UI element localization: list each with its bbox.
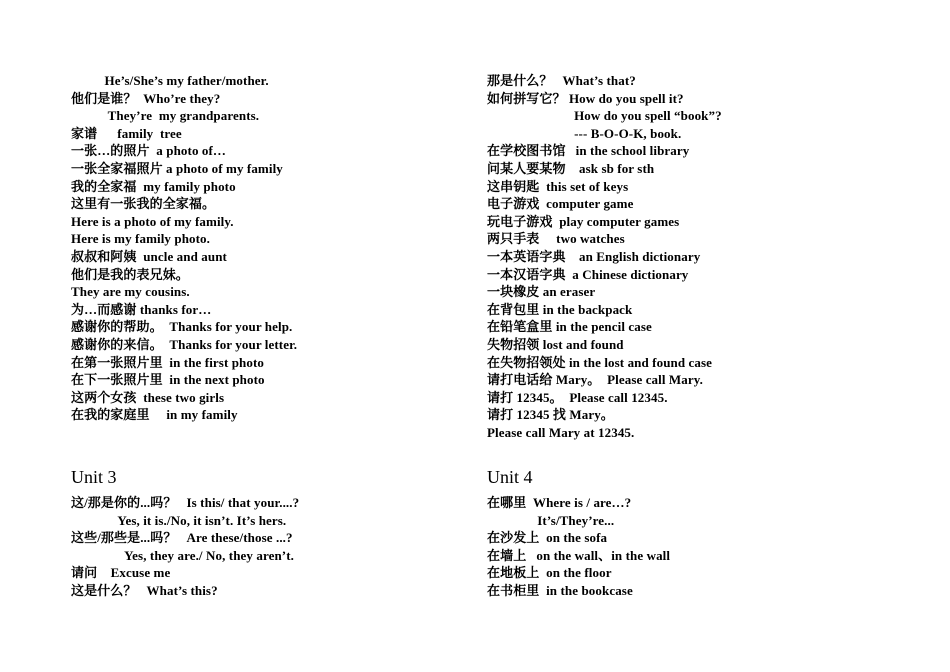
- text-line: 家谱 family tree: [71, 125, 182, 141]
- text-line: 为…而感谢 thanks for…: [71, 301, 212, 317]
- text-line: 失物招领 lost and found: [487, 336, 624, 352]
- text-line: 在沙发上 on the sofa: [487, 530, 608, 546]
- text-line: 这是什么？ What’s this?: [71, 582, 218, 598]
- text-line: 请打 12345。 Please call 12345.: [487, 389, 668, 405]
- left-column-top: [71, 72, 461, 424]
- text-line: 在下一张照片里 in the next photo: [71, 372, 265, 388]
- text-line: Yes, it is./No, it isn’t. It’s hers.: [71, 512, 287, 528]
- text-line: 一张全家福照片 a photo of my family: [71, 160, 283, 176]
- text-line: Here is my family photo.: [71, 231, 211, 247]
- text-line: 玩电子游戏 play computer games: [487, 213, 680, 229]
- text-line: 一张…的照片 a photo of…: [71, 143, 227, 159]
- text-line: It’s/They’re...: [487, 512, 615, 528]
- text-line: 这些/那些是...吗？ Are these/those ...?: [71, 530, 293, 546]
- text-line: 这串钥匙 this set of keys: [487, 178, 629, 194]
- text-line: 在书柜里 in the bookcase: [487, 582, 633, 598]
- text-line: 这/那是你的...吗？ Is this/ that your....?: [71, 495, 300, 510]
- text-line: 感谢你的来信。 Thanks for your letter.: [71, 336, 298, 352]
- text-line: 在哪里 Where is / are…?: [487, 495, 632, 510]
- text-line: 在铅笔盒里 in the pencil case: [487, 319, 652, 335]
- text-line: They are my cousins.: [71, 284, 190, 300]
- text-line: 如何拼写它？ How do you spell it?: [487, 90, 684, 106]
- unit4-section: [487, 494, 907, 600]
- text-line: Please call Mary at 12345.: [487, 424, 635, 440]
- text-line: 在地板上 on the floor: [487, 565, 612, 581]
- unit4-heading: Unit 4: [487, 467, 533, 487]
- text-line: 电子游戏 computer game: [487, 196, 634, 212]
- text-line: --- B-O-O-K, book.: [487, 125, 682, 141]
- text-line: He’s/She’s my father/mother.: [71, 73, 269, 88]
- text-line: 感谢你的帮助。 Thanks for your help.: [71, 319, 293, 335]
- text-line: 我的全家福 my family photo: [71, 178, 236, 194]
- text-line: 在失物招领处 in the lost and found case: [487, 354, 713, 370]
- text-line: 请打 12345 找 Mary。: [487, 407, 614, 423]
- text-line: 他们是我的表兄妹。: [71, 266, 189, 282]
- text-line: 请问 Excuse me: [71, 565, 171, 581]
- text-line: 这里有一张我的全家福。: [71, 196, 216, 212]
- text-line: 在学校图书馆 in the school library: [487, 143, 690, 159]
- text-line: 一块橡皮 an eraser: [487, 284, 596, 300]
- text-line: 问某人要某物 ask sb for sth: [487, 160, 655, 176]
- text-line: 他们是谁？ Who’re they?: [71, 90, 221, 106]
- unit3-section: [71, 494, 461, 600]
- text-line: 一本汉语字典 a Chinese dictionary: [487, 266, 689, 282]
- text-line: 这两个女孩 these two girls: [71, 389, 225, 405]
- text-line: 那是什么？ What’s that?: [487, 73, 636, 88]
- text-line: How do you spell “book”?: [487, 108, 722, 124]
- text-line: Yes, they are./ No, they aren’t.: [71, 547, 295, 563]
- text-line: Here is a photo of my family.: [71, 213, 234, 229]
- text-line: 叔叔和阿姨 uncle and aunt: [71, 248, 227, 264]
- text-line: 请打电话给 Mary。 Please call Mary.: [487, 372, 704, 388]
- text-line: 两只手表 two watches: [487, 231, 625, 247]
- text-line: 在我的家庭里 in my family: [71, 407, 238, 423]
- text-line: 在背包里 in the backpack: [487, 301, 633, 317]
- unit3-heading: Unit 3: [71, 467, 117, 487]
- text-line: 在墙上 on the wall、in the wall: [487, 547, 671, 563]
- text-line: They’re my grandparents.: [71, 108, 260, 124]
- right-column-top: [487, 72, 907, 441]
- text-line: 在第一张照片里 in the first photo: [71, 354, 265, 370]
- text-line: 一本英语字典 an English dictionary: [487, 248, 701, 264]
